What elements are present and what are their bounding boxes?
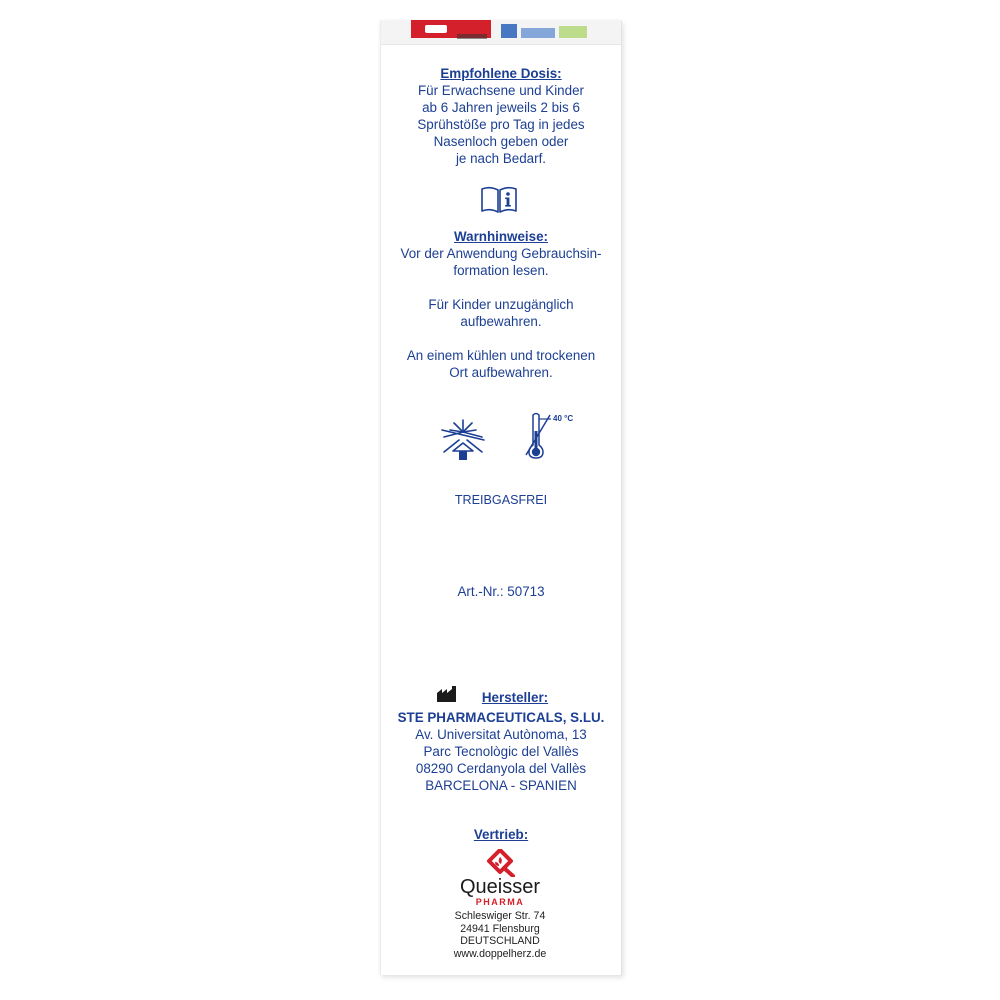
manufacturer-address-line: Av. Universitat Autònoma, 13 bbox=[415, 727, 587, 742]
dose-line: ab 6 Jahren jeweils 2 bis 6 bbox=[422, 100, 580, 115]
queisser-logo-icon bbox=[484, 849, 516, 877]
warning-line: Vor der Anwendung Gebrauchsin- bbox=[400, 246, 602, 261]
top-strip-blue-text bbox=[521, 28, 555, 38]
distribution-address bbox=[380, 910, 620, 960]
dose-line: Für Erwachsene und Kinder bbox=[418, 83, 584, 98]
manufacturer-heading-row bbox=[395, 689, 622, 706]
propellant-free-text: TREIBGASFREI bbox=[454, 493, 548, 507]
article-number: Art.-Nr.: 50713 bbox=[457, 584, 545, 599]
dose-line: je nach Bedarf. bbox=[455, 151, 547, 166]
top-strip-white-mark bbox=[425, 25, 447, 33]
temperature-label: 40 °C bbox=[553, 414, 574, 423]
distribution-address-line: Schleswiger Str. 74 bbox=[454, 910, 546, 922]
manufacturer-heading: Hersteller: bbox=[481, 690, 549, 705]
package-top-strip bbox=[381, 20, 621, 45]
warnings-section bbox=[381, 228, 621, 381]
dose-line: Nasenloch geben oder bbox=[433, 134, 569, 149]
warning-line: Ort aufbewahren. bbox=[449, 365, 553, 380]
factory-icon bbox=[436, 685, 458, 703]
dose-section bbox=[381, 65, 621, 167]
warning-line: An einem kühlen und trockenen bbox=[406, 348, 596, 363]
warning-line: Für Kinder unzugänglich bbox=[428, 297, 574, 312]
top-strip-blue-mark bbox=[501, 24, 517, 38]
dose-heading: Empfohlene Dosis: bbox=[440, 66, 562, 81]
distribution-address-line: 24941 Flensburg bbox=[460, 922, 540, 935]
manufacturer-company: STE PHARMACEUTICALS, S.LU. bbox=[397, 710, 605, 725]
distribution-section bbox=[381, 826, 621, 843]
manufacturer-address-line: BARCELONA - SPANIEN bbox=[425, 778, 577, 793]
brand-subtitle: PHARMA bbox=[475, 897, 525, 907]
warnings-heading: Warnhinweise: bbox=[454, 229, 548, 244]
dose-line: Sprühstöße pro Tag in jedes bbox=[417, 117, 585, 132]
warning-line: formation lesen. bbox=[453, 263, 549, 278]
distribution-heading: Vertrieb: bbox=[473, 827, 529, 842]
manufacturer-section bbox=[381, 709, 621, 794]
top-strip-green-mark bbox=[559, 26, 587, 38]
manufacturer-address-line: 08290 Cerdanyola del Vallès bbox=[415, 761, 587, 776]
distribution-website: www.doppelherz.de bbox=[453, 947, 547, 960]
thermometer-icon bbox=[524, 411, 552, 461]
brand-name: Queisser bbox=[459, 876, 541, 898]
package-side-panel bbox=[380, 20, 622, 975]
top-strip-dark-mark bbox=[457, 34, 487, 39]
distribution-address-line: DEUTSCHLAND bbox=[460, 935, 540, 947]
warning-line: aufbewahren. bbox=[460, 314, 542, 329]
manufacturer-address-line: Parc Tecnològic del Vallès bbox=[423, 744, 579, 759]
keep-from-sunlight-icon bbox=[439, 418, 487, 464]
info-book-icon bbox=[480, 185, 518, 215]
